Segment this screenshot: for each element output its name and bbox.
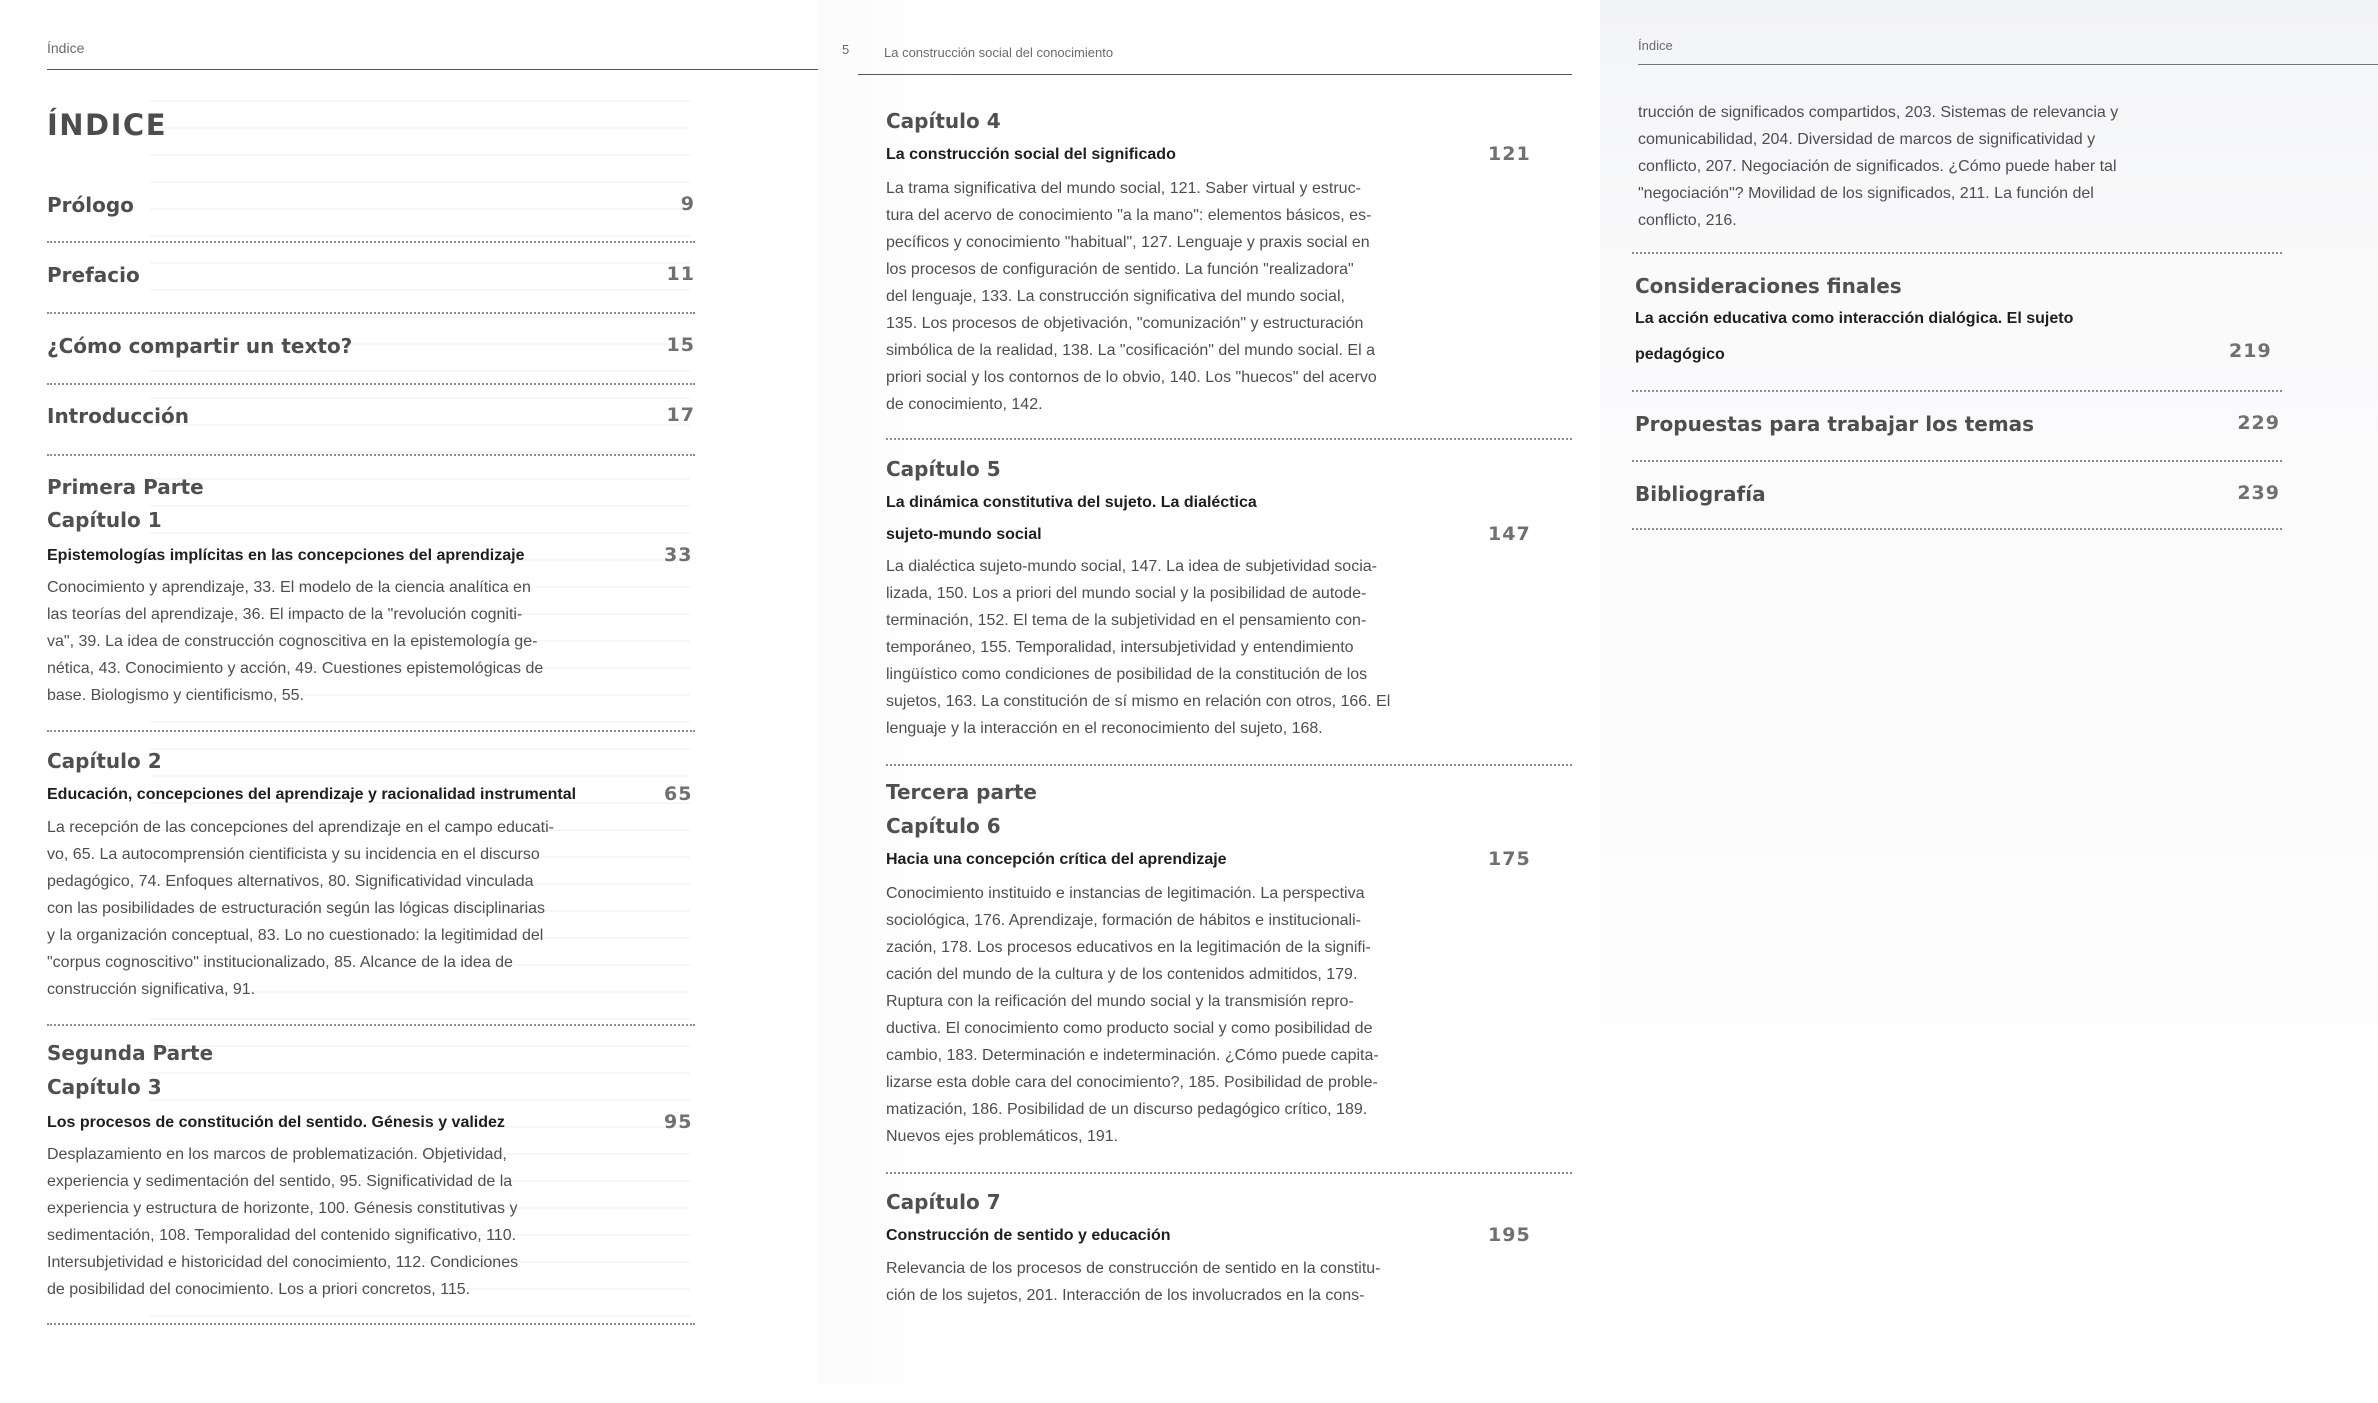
toc-entry-title: Introducción <box>47 404 189 428</box>
chapter-4-page: 121 <box>1488 143 1531 165</box>
summary-line: conflicto, 216. <box>1638 212 1737 229</box>
summary-line: base. Biologismo y cientificismo, 55. <box>47 687 304 704</box>
summary-line: Desplazamiento en los marcos de problematización. Objetividad, <box>47 1146 507 1163</box>
summary-line: Conocimiento instituido e instancias de legitimación. La perspectiva <box>886 885 1365 902</box>
part-heading: Tercera parte <box>886 780 1037 804</box>
summary-line: nética, 43. Conocimiento y acción, 49. Cuestiones epistemológicas de <box>47 660 544 677</box>
dotted-separator <box>886 1172 1572 1174</box>
page-number: 5 <box>842 42 850 57</box>
summary-line: de posibilidad del conocimiento. Los a priori concretos, 115. <box>47 1281 471 1298</box>
toc-entry-page: 17 <box>666 404 695 426</box>
toc-entry-propuestas[interactable] <box>1635 412 2280 442</box>
summary-line: tura del acervo de conocimiento "a la mano": elementos básicos, es- <box>886 207 1372 224</box>
chapter-6-label: Capítulo 6 <box>886 814 1001 838</box>
summary-line: lingüístico como condiciones de posibilidad de la constitución de los <box>886 666 1368 683</box>
final-considerations-label: Consideraciones finales <box>1635 274 1902 298</box>
summary-line: sedimentación, 108. Temporalidad del contenido significativo, 110. <box>47 1227 517 1244</box>
summary-line: Ruptura con la reificación del mundo social y la transmisión repro- <box>886 993 1354 1010</box>
chapter-1-page: 33 <box>664 544 693 566</box>
summary-line: los procesos de configuración de sentido. La función "realizadora" <box>886 261 1354 278</box>
final-considerations-page: 219 <box>2229 340 2272 362</box>
summary-line: experiencia y estructura de horizonte, 100. Génesis constitutivas y <box>47 1200 518 1217</box>
dotted-separator <box>47 383 695 385</box>
summary-line: sociológica, 176. Aprendizaje, formación de hábitos e institucionali- <box>886 912 1361 929</box>
summary-line: zación, 178. Los procesos educativos en la legitimación de la signifi- <box>886 939 1371 956</box>
summary-line: con las posibilidades de estructuración según las lógicas disciplinarias <box>47 900 546 917</box>
summary-line: comunicabilidad, 204. Diversidad de marcos de significatividad y <box>1638 131 2096 148</box>
toc-entry-page: 11 <box>666 263 695 285</box>
chapter-4-label: Capítulo 4 <box>886 109 1001 133</box>
dotted-separator <box>1632 528 2282 530</box>
summary-line: va", 39. La idea de construcción cognoscitiva en la epistemología ge- <box>47 633 538 650</box>
toc-entry-prefacio[interactable] <box>47 263 695 293</box>
running-head: Índice <box>1638 38 1673 53</box>
chapter-3-label: Capítulo 3 <box>47 1075 162 1099</box>
chapter-4-title[interactable]: La construcción social del significado <box>886 146 1176 163</box>
toc-entry-title: Prefacio <box>47 263 140 287</box>
chapter-7-summary <box>886 1255 1446 1309</box>
summary-line: trucción de significados compartidos, 203. Sistemas de relevancia y <box>1638 104 2119 121</box>
chapter-5-label: Capítulo 5 <box>886 457 1001 481</box>
chapter-3-summary <box>47 1141 610 1303</box>
chapter-2-page: 65 <box>664 783 693 805</box>
chapter-5-title-cont[interactable]: sujeto-mundo social <box>886 526 1042 543</box>
toc-entry-page: 229 <box>2237 412 2280 434</box>
final-considerations-title-cont[interactable]: pedagógico <box>1635 346 1725 363</box>
middle-page <box>818 0 1600 1385</box>
summary-line: La recepción de las concepciones del aprendizaje en el campo educati- <box>47 819 554 836</box>
toc-entry-title: Prólogo <box>47 193 134 217</box>
summary-line: "corpus cognoscitivo" institucionalizado, 85. Alcance de la idea de <box>47 954 513 971</box>
dotted-separator <box>47 312 695 314</box>
toc-entry-bibliografia[interactable] <box>1635 482 2280 512</box>
chapter-5-summary <box>886 553 1446 742</box>
summary-line: ción de los sujetos, 201. Interacción de los involucrados en la cons- <box>886 1287 1365 1304</box>
summary-line: Intersubjetividad e historicidad del conocimiento, 112. Condiciones <box>47 1254 519 1271</box>
summary-line: experiencia y sedimentación del sentido, 95. Significatividad de la <box>47 1173 513 1190</box>
summary-line: lenguaje y la interacción en el reconocimiento del sujeto, 168. <box>886 720 1323 737</box>
dotted-separator <box>1632 252 2282 254</box>
chapter-1-label: Capítulo 1 <box>47 508 162 532</box>
dotted-separator <box>47 241 695 243</box>
toc-entry-prologo[interactable] <box>47 193 695 223</box>
summary-line: pecíficos y conocimiento "habitual", 127. Lenguaje y praxis social en <box>886 234 1370 251</box>
toc-entry-title: Propuestas para trabajar los temas <box>1635 412 2035 436</box>
summary-line: 135. Los procesos de objetivación, "comunización" y estructuración <box>886 315 1364 332</box>
dotted-separator <box>47 1024 695 1026</box>
summary-line: La trama significativa del mundo social, 121. Saber virtual y estruc- <box>886 180 1361 197</box>
toc-entry-title: ¿Cómo compartir un texto? <box>47 334 353 358</box>
chapter-2-summary <box>47 814 610 1003</box>
summary-line: simbólica de la realidad, 138. La "cosificación" del mundo social. El a <box>886 342 1375 359</box>
running-head: La construcción social del conocimiento <box>884 45 1114 60</box>
dotted-separator <box>47 454 695 456</box>
summary-line: Relevancia de los procesos de construcción de sentido en la constitu- <box>886 1260 1381 1277</box>
chapter-7-label: Capítulo 7 <box>886 1190 1001 1214</box>
summary-line: "negociación"? Movilidad de los significados, 211. La función del <box>1638 185 2094 202</box>
summary-line: pedagógico, 74. Enfoques alternativos, 80. Significatividad vinculada <box>47 873 534 890</box>
running-head: Índice <box>47 40 85 56</box>
header-rule <box>47 69 818 70</box>
dotted-separator <box>886 438 1572 440</box>
dotted-separator <box>1632 460 2282 462</box>
part-heading: Primera Parte <box>47 475 204 499</box>
summary-line: lizada, 150. Los a priori del mundo social y la posibilidad de autode- <box>886 585 1367 602</box>
chapter-7-title[interactable]: Construcción de sentido y educación <box>886 1227 1171 1244</box>
toc-entry-page: 239 <box>2237 482 2280 504</box>
chapter-7-summary-continued <box>1638 99 2192 234</box>
summary-line: cación del mundo de la cultura y de los contenidos admitidos, 179. <box>886 966 1358 983</box>
final-considerations-title[interactable]: La acción educativa como interacción dialógica. El sujeto <box>1635 310 2074 327</box>
chapter-5-title[interactable]: La dinámica constitutiva del sujeto. La dialéctica <box>886 494 1257 511</box>
summary-line: temporáneo, 155. Temporalidad, intersubjetividad y entendimiento <box>886 639 1354 656</box>
toc-entry-title: Bibliografía <box>1635 482 1766 506</box>
page-title: ÍNDICE <box>47 108 168 142</box>
summary-line: del lenguaje, 133. La construcción significativa del mundo social, <box>886 288 1345 305</box>
summary-line: terminación, 152. El tema de la subjetividad en el pensamiento con- <box>886 612 1367 629</box>
chapter-5-page: 147 <box>1488 523 1531 545</box>
dotted-separator <box>47 1323 695 1325</box>
chapter-6-title[interactable]: Hacia una concepción crítica del aprendizaje <box>886 851 1227 868</box>
chapter-3-title[interactable]: Los procesos de constitución del sentido. Génesis y validez <box>47 1114 505 1131</box>
left-page <box>0 0 818 1390</box>
toc-entry-page: 9 <box>680 193 695 215</box>
chapter-6-page: 175 <box>1488 848 1531 870</box>
summary-line: La dialéctica sujeto-mundo social, 147. La idea de subjetividad socia- <box>886 558 1377 575</box>
summary-line: vo, 65. La autocomprensión cientificista y su incidencia en el discurso <box>47 846 540 863</box>
summary-line: sujetos, 163. La constitución de sí mismo en relación con otros, 166. El <box>886 693 1391 710</box>
summary-line: lizarse esta doble cara del conocimiento?, 185. Posibilidad de proble- <box>886 1074 1378 1091</box>
summary-line: matización, 186. Posibilidad de un discurso pedagógico crítico, 189. <box>886 1101 1368 1118</box>
chapter-1-summary <box>47 574 610 709</box>
summary-line: ductiva. El conocimiento como producto social y como posibilidad de <box>886 1020 1373 1037</box>
chapter-3-page: 95 <box>664 1111 693 1133</box>
summary-line: cambio, 183. Determinación e indeterminación. ¿Cómo puede capita- <box>886 1047 1379 1064</box>
chapter-7-page: 195 <box>1488 1224 1531 1246</box>
dotted-separator <box>886 764 1572 766</box>
toc-entry-como-compartir[interactable] <box>47 334 695 364</box>
summary-line: y la organización conceptual, 83. Lo no cuestionado: la legitimidad del <box>47 927 544 944</box>
summary-line: construcción significativa, 91. <box>47 981 256 998</box>
summary-line: Conocimiento y aprendizaje, 33. El modelo de la ciencia analítica en <box>47 579 531 596</box>
chapter-1-title[interactable]: Epistemologías implícitas en las concepciones del aprendizaje <box>47 547 525 564</box>
chapter-6-summary <box>886 880 1446 1150</box>
part-heading: Segunda Parte <box>47 1041 214 1065</box>
header-rule <box>1638 64 2378 65</box>
chapter-2-title[interactable]: Educación, concepciones del aprendizaje y racionalidad instrumental <box>47 786 577 803</box>
summary-line: priori social y los contornos de lo obvio, 140. Los "huecos" del acervo <box>886 369 1377 386</box>
toc-entry-introduccion[interactable] <box>47 404 695 434</box>
dotted-separator <box>47 730 695 732</box>
toc-entry-page: 15 <box>666 334 695 356</box>
summary-line: Nuevos ejes problemáticos, 191. <box>886 1128 1119 1145</box>
summary-line: las teorías del aprendizaje, 36. El impacto de la "revolución cogniti- <box>47 606 523 623</box>
chapter-4-summary <box>886 175 1446 418</box>
summary-line: de conocimiento, 142. <box>886 396 1043 413</box>
summary-line: conflicto, 207. Negociación de significados. ¿Cómo puede haber tal <box>1638 158 2117 175</box>
chapter-2-label: Capítulo 2 <box>47 749 162 773</box>
right-page <box>1600 0 2378 1403</box>
header-rule <box>858 74 1572 75</box>
dotted-separator <box>1632 390 2282 392</box>
